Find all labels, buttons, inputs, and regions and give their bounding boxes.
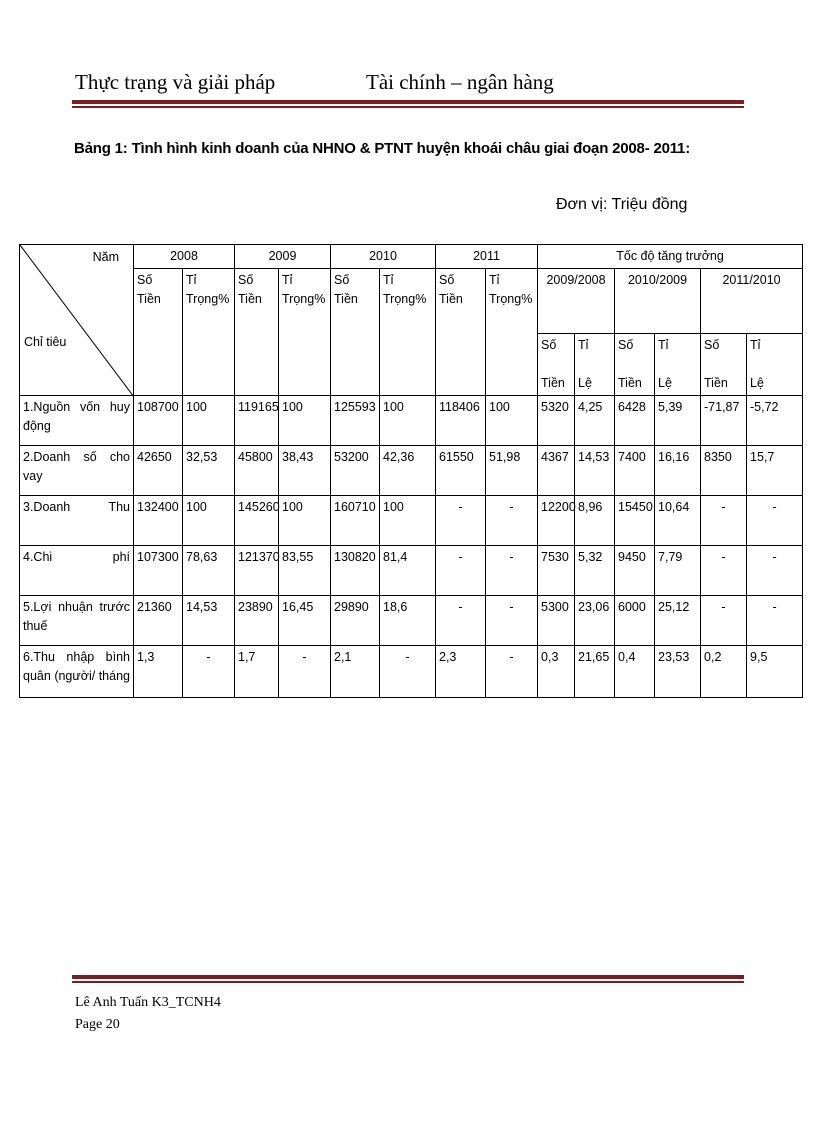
table-cell: 1,7 — [235, 646, 279, 698]
table-cell: 160710 — [331, 496, 380, 546]
row-label: 4.Chi phí — [20, 546, 134, 596]
table-cell: 100 — [380, 496, 436, 546]
table-cell: 53200 — [331, 446, 380, 496]
table-cell: 100 — [279, 396, 331, 446]
corner-year-label: Năm — [92, 250, 119, 264]
row-label: 3.Doanh Thu — [20, 496, 134, 546]
table-cell: - — [436, 546, 486, 596]
table-cell: - — [380, 646, 436, 698]
sub-header-ti-trong: Tỉ Trọng% — [486, 269, 538, 396]
table-cell: 119165 — [235, 396, 279, 446]
table-cell: 0,4 — [615, 646, 655, 698]
table-cell: 4367 — [538, 446, 575, 496]
footer-rule-thin — [72, 981, 744, 983]
footer-page: Page 20 — [75, 1017, 120, 1032]
header-rule-thin — [72, 106, 744, 108]
table-cell: 23,53 — [655, 646, 701, 698]
table-cell: 100 — [380, 396, 436, 446]
table-cell: 7400 — [615, 446, 655, 496]
table-cell: 61550 — [436, 446, 486, 496]
table-cell: - — [486, 646, 538, 698]
sub-header-ti-trong: Tỉ Trọng% — [279, 269, 331, 396]
table-cell: - — [486, 496, 538, 546]
table-cell: - — [747, 546, 803, 596]
year-header: 2011 — [436, 245, 538, 269]
growth-period-header: 2009/2008 — [538, 269, 615, 334]
table-cell: 21,65 — [575, 646, 615, 698]
table-cell: 81,4 — [380, 546, 436, 596]
table-cell: 21360 — [134, 596, 183, 646]
sub-header-ti-trong: Tỉ Trọng% — [183, 269, 235, 396]
table-cell: 16,45 — [279, 596, 331, 646]
table-cell: 6000 — [615, 596, 655, 646]
table-cell: - — [486, 596, 538, 646]
sub-header-so-tien: Số Tiền — [134, 269, 183, 396]
table-cell: - — [436, 496, 486, 546]
table-cell: 5,39 — [655, 396, 701, 446]
sub-header-ti-trong: Tỉ Trọng% — [380, 269, 436, 396]
sub-header-ti-le: Tỉ Lệ — [575, 334, 615, 396]
corner-cell — [20, 245, 134, 396]
table-cell: 16,16 — [655, 446, 701, 496]
year-header: 2009 — [235, 245, 331, 269]
header-left-title: Thực trạng và giải pháp — [75, 70, 276, 94]
table-cell: 15450 — [615, 496, 655, 546]
table-cell: - — [436, 596, 486, 646]
table-cell: 18,6 — [380, 596, 436, 646]
sub-header-so-tien: Số Tiền — [331, 269, 380, 396]
table-cell: 9,5 — [747, 646, 803, 698]
row-label: 5.Lợi nhuận trước thuế — [20, 596, 134, 646]
table-cell: 100 — [183, 496, 235, 546]
table-cell: 7530 — [538, 546, 575, 596]
table-cell: 32,53 — [183, 446, 235, 496]
table-cell: 42650 — [134, 446, 183, 496]
table-cell: 12200 — [538, 496, 575, 546]
year-header: 2008 — [134, 245, 235, 269]
table-row — [20, 496, 803, 546]
sub-header-ti-le: Tỉ Lệ — [747, 334, 803, 396]
table-cell: 23890 — [235, 596, 279, 646]
growth-header: Tốc độ tăng trưởng — [538, 245, 803, 269]
table-cell: 29890 — [331, 596, 380, 646]
table-cell: - — [183, 646, 235, 698]
table-caption: Bảng 1: Tình hình kinh doanh của NHNO & PTNT huyện khoái châu giai đoạn 2008- 2011: — [74, 140, 690, 157]
table-cell: 4,25 — [575, 396, 615, 446]
footer-author: Lê Anh Tuấn K3_TCNH4 — [75, 995, 221, 1010]
table-cell: - — [701, 546, 747, 596]
table-row — [20, 446, 803, 496]
year-header: 2010 — [331, 245, 436, 269]
table-cell: 145260 — [235, 496, 279, 546]
table-cell: 132400 — [134, 496, 183, 546]
table-cell: 8,96 — [575, 496, 615, 546]
table-cell: - — [747, 496, 803, 546]
table-cell: 15,7 — [747, 446, 803, 496]
table-cell: -71,87 — [701, 396, 747, 446]
sub-header-so-tien: Số Tiền — [235, 269, 279, 396]
table-cell: 5,32 — [575, 546, 615, 596]
footer-rule — [72, 975, 744, 979]
table-cell: 23,06 — [575, 596, 615, 646]
sub-header-so-tien: Số Tiền — [701, 334, 747, 396]
table-cell: 107300 — [134, 546, 183, 596]
row-label: 6.Thu nhập bình quân (người/ tháng — [20, 646, 134, 698]
table-row — [20, 546, 803, 596]
table-cell: 6428 — [615, 396, 655, 446]
table-cell: 0,3 — [538, 646, 575, 698]
table-cell: 100 — [279, 496, 331, 546]
table-cell: 0,2 — [701, 646, 747, 698]
table-row — [20, 596, 803, 646]
corner-indicator-label: Chỉ tiêu — [24, 335, 67, 349]
table-cell: - — [279, 646, 331, 698]
sub-header-ti-le: Tỉ Lệ — [655, 334, 701, 396]
header-right-title: Tài chính – ngân hàng — [366, 70, 554, 94]
table-cell: 2,1 — [331, 646, 380, 698]
table-cell: -5,72 — [747, 396, 803, 446]
table-cell: 51,98 — [486, 446, 538, 496]
unit-label: Đơn vị: Triệu đồng — [556, 196, 688, 213]
table-cell: 42,36 — [380, 446, 436, 496]
row-label: 1.Nguồn vốn huy động — [20, 396, 134, 446]
sub-header-so-tien: Số Tiền — [436, 269, 486, 396]
table-cell: 118406 — [436, 396, 486, 446]
sub-header-so-tien: Số Tiền — [615, 334, 655, 396]
table-cell: 25,12 — [655, 596, 701, 646]
table-cell: 14,53 — [575, 446, 615, 496]
footer — [75, 992, 221, 1036]
table-cell: 38,43 — [279, 446, 331, 496]
table-cell: 45800 — [235, 446, 279, 496]
row-label: 2.Doanh số cho vay — [20, 446, 134, 496]
table-cell: 125593 — [331, 396, 380, 446]
table-cell: - — [701, 596, 747, 646]
table-cell: - — [747, 596, 803, 646]
growth-period-header: 2010/2009 — [615, 269, 701, 334]
table-cell: 2,3 — [436, 646, 486, 698]
sub-header-so-tien: Số Tiền — [538, 334, 575, 396]
table-cell: 130820 — [331, 546, 380, 596]
table-row — [20, 646, 803, 698]
table-cell: 5300 — [538, 596, 575, 646]
table-row — [20, 396, 803, 446]
table-cell: 83,55 — [279, 546, 331, 596]
business-table — [19, 244, 803, 698]
table-cell: - — [486, 546, 538, 596]
table-cell: 108700 — [134, 396, 183, 446]
table-cell: 7,79 — [655, 546, 701, 596]
header-rule — [72, 100, 744, 104]
table-cell: 9450 — [615, 546, 655, 596]
table-cell: 8350 — [701, 446, 747, 496]
table-cell: 10,64 — [655, 496, 701, 546]
table-cell: 78,63 — [183, 546, 235, 596]
table-cell: 100 — [486, 396, 538, 446]
table-cell: 121370 — [235, 546, 279, 596]
table-cell: 5320 — [538, 396, 575, 446]
growth-period-header: 2011/2010 — [701, 269, 803, 334]
diagonal-line — [20, 245, 134, 397]
table-cell: 14,53 — [183, 596, 235, 646]
table-cell: 100 — [183, 396, 235, 446]
table-cell: - — [701, 496, 747, 546]
table-cell: 1,3 — [134, 646, 183, 698]
